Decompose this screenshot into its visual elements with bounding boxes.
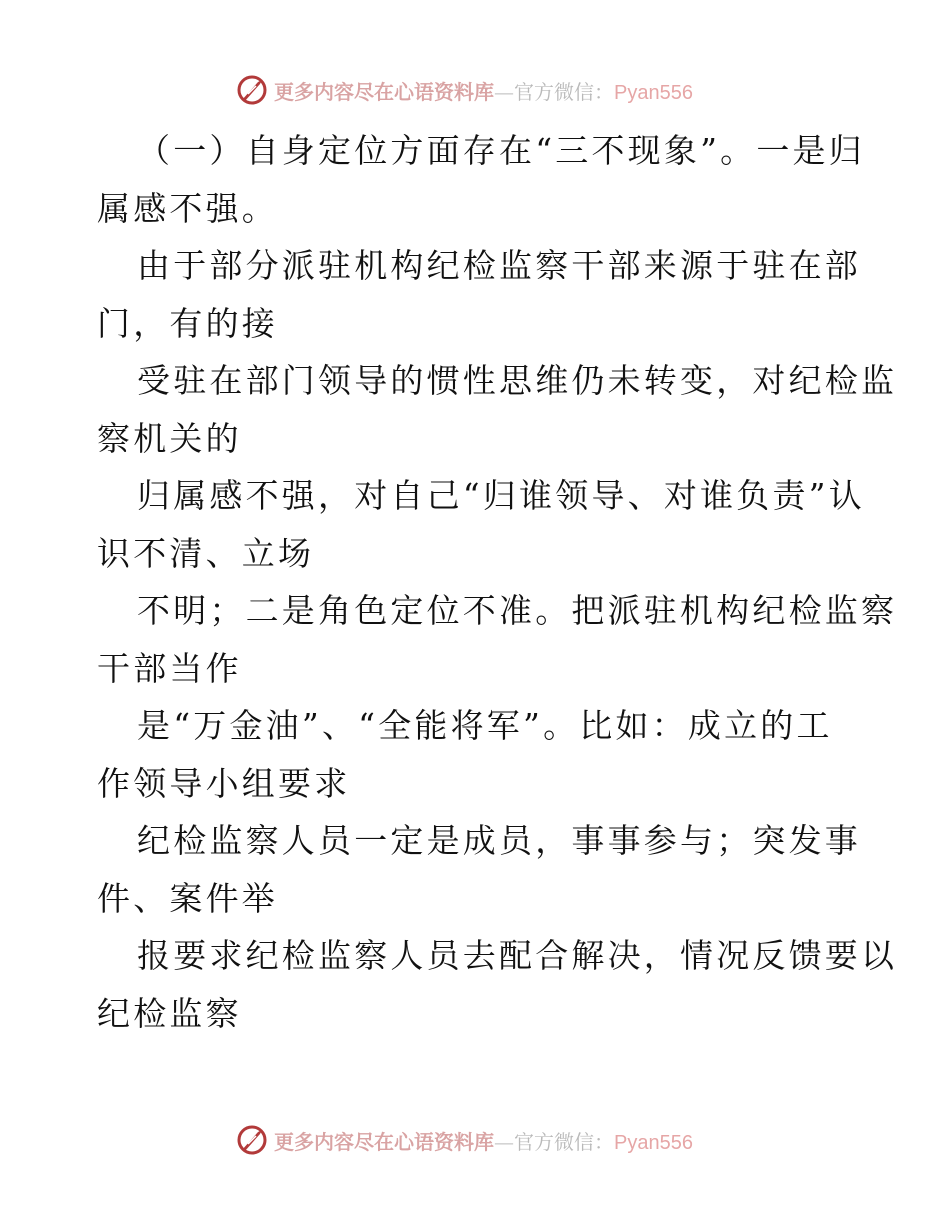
text-line: 纪检监察	[97, 993, 242, 1033]
text-line: 属感不强。	[97, 188, 278, 228]
banner-main-text: 更多内容尽在心语资料库	[274, 79, 494, 104]
quill-pen-logo-icon	[236, 1124, 268, 1156]
banner-text	[274, 76, 693, 105]
banner-wechat-id: Pyan556	[614, 81, 693, 104]
footer-banner	[236, 1120, 716, 1160]
banner-text	[274, 1126, 693, 1155]
quill-pen-logo-icon	[236, 74, 268, 106]
document-body	[97, 122, 898, 1042]
banner-main-text: 更多内容尽在心语资料库	[274, 1129, 494, 1154]
banner-dash: —	[494, 79, 514, 104]
text-line: 归属感不强，对自己“归谁领导、对谁负责”认	[137, 476, 865, 515]
header-banner	[236, 70, 716, 110]
text-line: 门，有的接	[97, 303, 278, 343]
banner-wechat-id: Pyan556	[614, 1131, 693, 1154]
text-line: 件、案件举	[97, 878, 278, 918]
banner-wechat-label: 官方微信：	[514, 1129, 614, 1154]
text-line: （一）自身定位方面存在“三不现象”。一是归	[137, 131, 865, 170]
text-line: 纪检监察人员一定是成员，事事参与；突发事	[137, 821, 861, 860]
text-line: 不明；二是角色定位不准。把派驻机构纪检监察	[137, 591, 898, 630]
banner-wechat-label: 官方微信：	[514, 79, 614, 104]
banner-dash: —	[494, 1129, 514, 1154]
text-line: 由于部分派驻机构纪检监察干部来源于驻在部	[137, 246, 861, 285]
text-line: 报要求纪检监察人员去配合解决，情况反馈要以	[137, 936, 898, 975]
text-line: 察机关的	[97, 418, 242, 458]
text-line: 干部当作	[97, 648, 242, 688]
text-line: 作领导小组要求	[97, 763, 351, 803]
text-line: 受驻在部门领导的惯性思维仍未转变，对纪检监	[137, 361, 898, 400]
text-line: 是“万金油”、“全能将军”。比如：成立的工	[137, 706, 833, 745]
text-line: 识不清、立场	[97, 533, 315, 573]
